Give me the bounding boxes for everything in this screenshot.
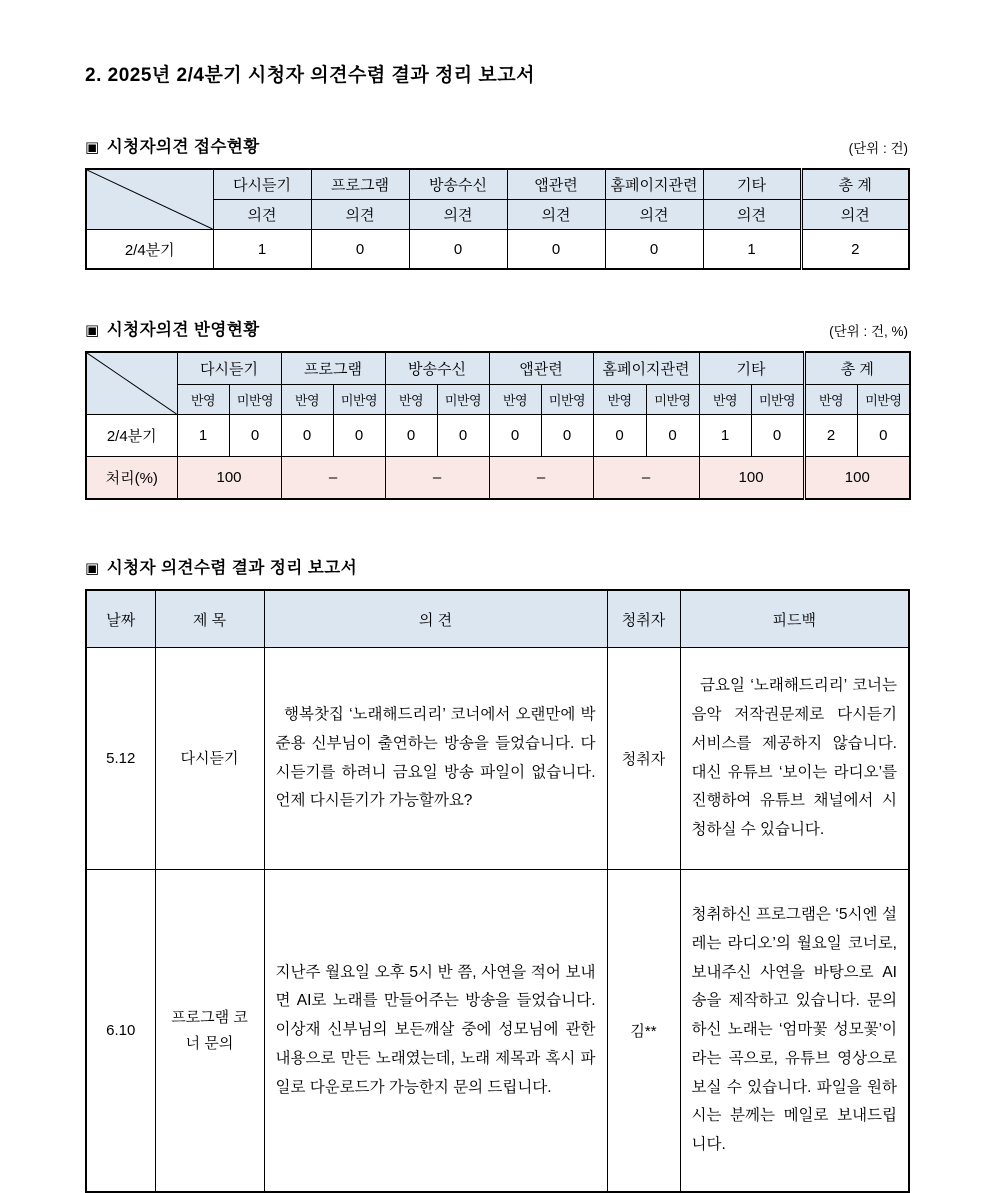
reflected-subheader: 반영 [385,385,437,415]
not-reflected-subheader: 미반영 [229,385,281,415]
reflection-value: 0 [646,415,699,457]
reception-data-row [86,230,909,270]
reflection-rate-row [86,457,910,500]
reception-heading-text: 시청자의견 접수현황 [106,138,260,156]
reception-table [85,168,910,270]
diagonal-line-icon [87,353,177,414]
reflection-heading [85,316,260,340]
reflection-value: 1 [177,415,229,457]
reflection-value: 0 [437,415,489,457]
reception-unit-label: (단위 : 건) [848,141,908,156]
reflection-value: 0 [229,415,281,457]
report-date: 5.12 [86,648,155,870]
reception-value: 1 [703,230,801,270]
reflection-col-header-total: 총 계 [804,352,910,385]
report-col-feedback: 피드백 [680,590,909,648]
reception-subheader: 의견 [801,200,909,230]
diagonal-cell [86,352,177,415]
reception-value: 0 [311,230,409,270]
reflected-subheader: 반영 [804,385,857,415]
reflection-value: 0 [385,415,437,457]
reception-col-header: 앱관련 [507,169,605,200]
report-opinion: 행복찻집 ‘노래해드리리’ 코너에서 오랜만에 박준용 신부님이 출연하는 방송을 들었습니다. 다시듣기를 하려니 금요일 방송 파일이 없습니다. 언제 다시듣기가 가능할까요? [264,648,607,870]
report-listener: 김** [607,870,680,1193]
reception-subheader: 의견 [311,200,409,230]
report-row [86,648,909,870]
reflected-subheader: 반영 [593,385,646,415]
report-col-title: 제 목 [155,590,264,648]
report-feedback: 금요일 ‘노래해드리리’ 코너는 음악 저작권문제로 다시듣기 서비스를 제공하지 않습니다. 대신 유튜브 ‘보이는 라디오’를 진행하여 유튜브 채널에서 시청하실 수 있습니다. [680,648,909,870]
reflection-value-total: 2 [804,415,857,457]
reflection-row-label: 2/4분기 [86,415,177,457]
reflected-subheader: 반영 [489,385,541,415]
reflection-value: 0 [489,415,541,457]
reception-section-header [85,133,908,157]
reflection-col-header: 방송수신 [385,352,489,385]
reflected-subheader: 반영 [281,385,333,415]
reflection-data-row [86,415,910,457]
reception-subheader: 의견 [605,200,703,230]
reception-col-header: 프로그램 [311,169,409,200]
reflection-col-header: 다시듣기 [177,352,281,385]
report-col-listener: 청취자 [607,590,680,648]
rate-value: 100 [699,457,804,500]
reflection-heading-text: 시청자의견 반영현황 [106,321,260,339]
not-reflected-subheader: 미반영 [437,385,489,415]
reception-col-header: 다시듣기 [213,169,311,200]
reception-heading [85,133,260,157]
reception-subheader: 의견 [213,200,311,230]
reception-subheader: 의견 [507,200,605,230]
report-heading [85,554,357,578]
rate-value: – [593,457,699,500]
section-bullet-icon: ▣ [85,139,100,156]
reflection-value: 0 [541,415,593,457]
reception-col-header: 홈페이지관련 [605,169,703,200]
report-heading-text: 시청자 의견수렴 결과 정리 보고서 [106,559,358,577]
report-opinion: 지난주 월요일 오후 5시 반 쯤, 사연을 적어 보내면 AI로 노래를 만들어주는 방송을 들었습니다. 이상재 신부님의 보든깨살 중에 성모님에 관한 내용으로 만든 노래였는데, 노래 제목과 혹시 파일로 다운로드가 가능한지 문의 드립니다. [264,870,607,1193]
report-header-row [86,590,909,648]
rate-value: – [489,457,593,500]
reflection-value: 0 [333,415,385,457]
reflection-value: 0 [751,415,804,457]
reflection-value: 1 [699,415,751,457]
reception-value-total: 2 [801,230,909,270]
report-title: 프로그램 코너 문의 [155,870,264,1193]
diagonal-cell [86,169,213,230]
report-row [86,870,909,1193]
report-table [85,589,910,1193]
rate-value: – [385,457,489,500]
reflection-col-header: 기타 [699,352,804,385]
report-section-header [85,554,908,578]
reflection-col-header: 프로그램 [281,352,385,385]
report-col-date: 날짜 [86,590,155,648]
reflection-value: 0 [281,415,333,457]
diagonal-line-icon [87,170,213,229]
rate-value: – [281,457,385,500]
reflection-table [85,351,911,500]
reflected-subheader: 반영 [699,385,751,415]
not-reflected-subheader: 미반영 [333,385,385,415]
reception-value: 0 [605,230,703,270]
reception-value: 1 [213,230,311,270]
rate-value-total: 100 [804,457,910,500]
not-reflected-subheader: 미반영 [857,385,910,415]
reception-col-header-total: 총 계 [801,169,909,200]
not-reflected-subheader: 미반영 [541,385,593,415]
report-feedback: 청취하신 프로그램은 ‘5시엔 설레는 라디오’의 월요일 코너로, 보내주신 사연을 바탕으로 AI송을 제작하고 있습니다. 문의하신 노래는 ‘엄마꽃 성모꽃’이라는 곡으로, 유튜브 영상으로 보실 수 있습니다. 파일을 원하시는 분께는 메일로 보내드립니다. [680,870,909,1193]
reception-value: 0 [409,230,507,270]
reflection-value: 0 [593,415,646,457]
reception-col-header: 방송수신 [409,169,507,200]
reception-subheader: 의견 [703,200,801,230]
reception-value: 0 [507,230,605,270]
report-title: 다시듣기 [155,648,264,870]
page-title: 2. 2025년 2/4분기 시청자 의견수렴 결과 정리 보고서 [85,65,535,86]
reflection-section-header [85,316,908,340]
section-bullet-icon: ▣ [85,322,100,339]
report-date: 6.10 [86,870,155,1193]
reflection-unit-label: (단위 : 건, %) [829,324,908,339]
not-reflected-subheader: 미반영 [646,385,699,415]
section-bullet-icon: ▣ [85,560,100,577]
reception-row-label: 2/4분기 [86,230,213,270]
reflection-col-header: 앱관련 [489,352,593,385]
reception-col-header: 기타 [703,169,801,200]
report-listener: 청취자 [607,648,680,870]
reflection-value-total: 0 [857,415,910,457]
reception-subheader: 의견 [409,200,507,230]
reflection-col-header: 홈페이지관련 [593,352,699,385]
rate-value: 100 [177,457,281,500]
rate-row-label: 처리(%) [86,457,177,500]
report-col-opinion: 의 견 [264,590,607,648]
reflected-subheader: 반영 [177,385,229,415]
not-reflected-subheader: 미반영 [751,385,804,415]
